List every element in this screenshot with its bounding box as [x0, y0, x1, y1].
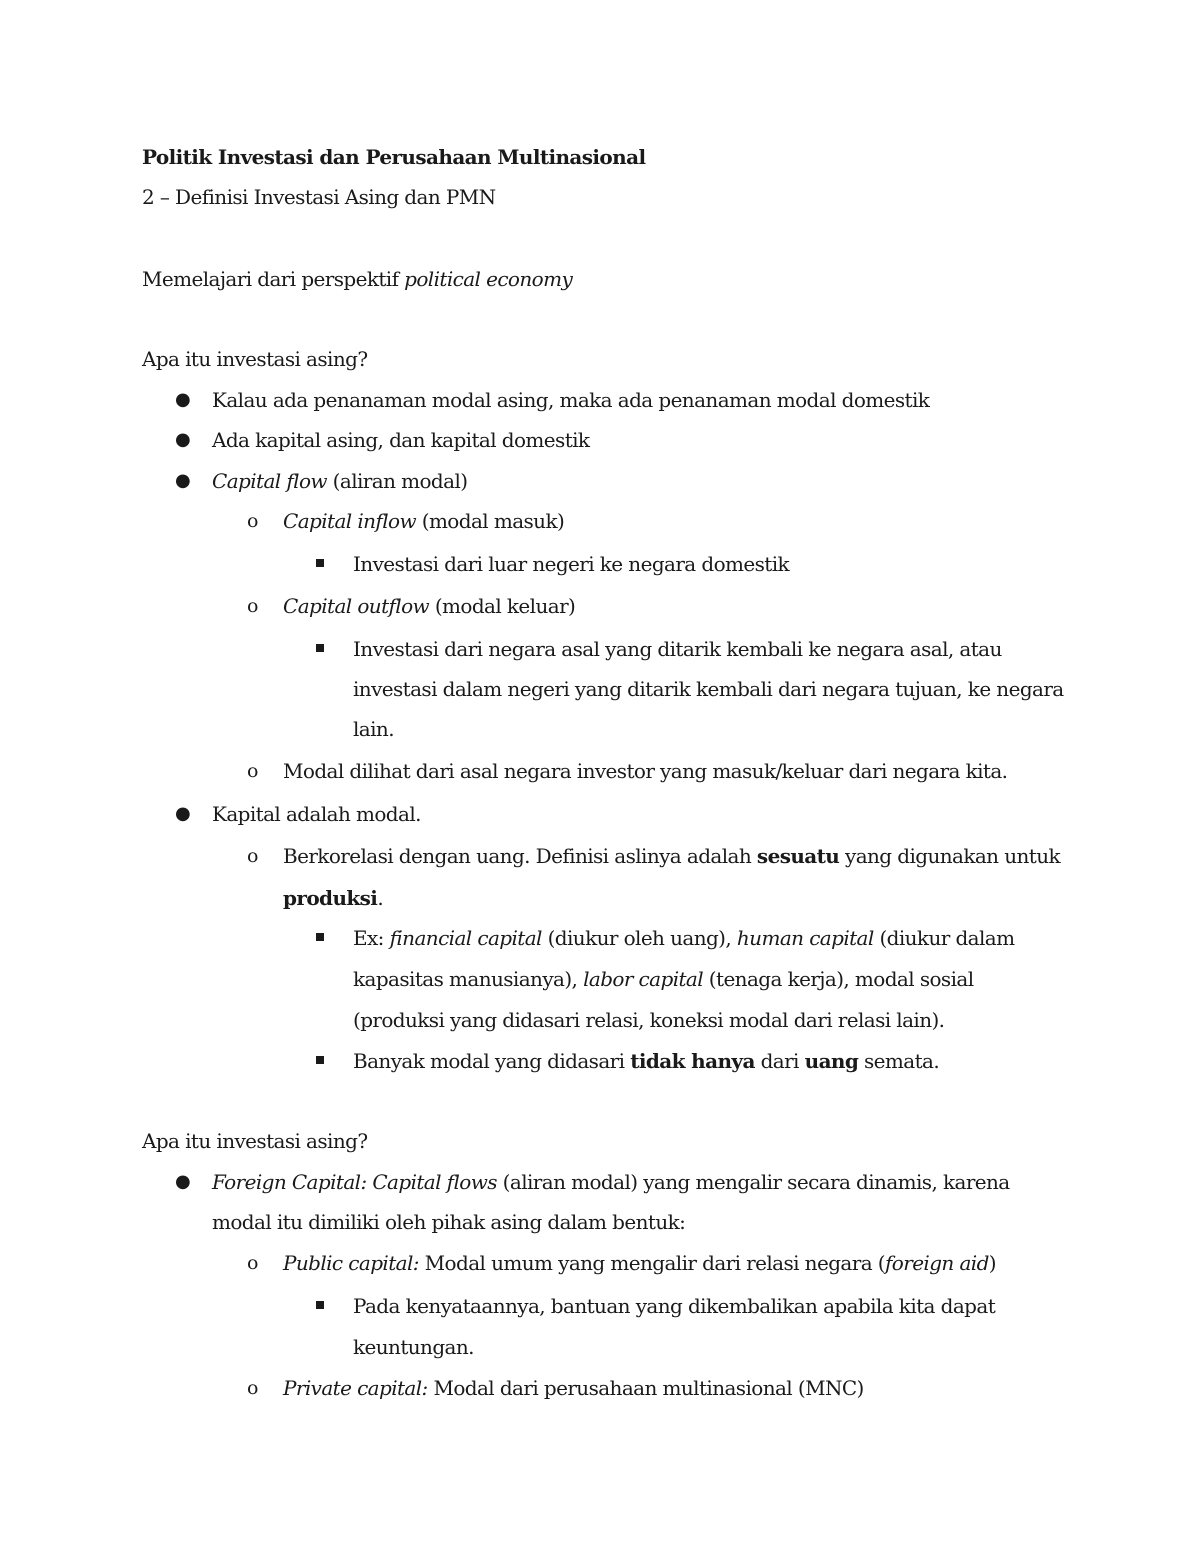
list-item-text: (modal masuk) — [415, 509, 565, 533]
list-item-text: Modal dari perusahaan multinasional (MNC) — [427, 1376, 864, 1400]
list-item-text: kapasitas manusianya), — [353, 967, 584, 991]
list-item — [283, 1375, 864, 1401]
list-item: Ada kapital asing, dan kapital domestik — [212, 428, 590, 452]
bold-term: produksi — [283, 886, 378, 910]
list-item — [283, 593, 575, 619]
list-item — [353, 1048, 939, 1074]
list-item: Investasi dari luar negeri ke negara domestik — [353, 552, 790, 576]
list-item-text: Modal umum yang mengalir dari relasi negara ( — [418, 1251, 885, 1275]
circle-marker: o — [247, 1377, 259, 1399]
list-item-line — [353, 966, 974, 992]
bold-term: sesuatu — [756, 844, 840, 868]
list-item-text: dari — [754, 1049, 805, 1073]
list-item-text: . — [377, 886, 384, 910]
document-subtitle: 2 – Definisi Investasi Asing dan PMN — [142, 185, 496, 209]
bullet-marker: ● — [175, 803, 191, 824]
term: Capital inflow — [283, 509, 416, 533]
circle-marker: o — [247, 510, 259, 532]
list-item — [283, 843, 1060, 869]
square-marker — [316, 1301, 324, 1309]
list-item: Kalau ada penanaman modal asing, maka ada penanaman modal domestik — [212, 388, 930, 412]
perspective-term: political economy — [404, 267, 573, 291]
list-item: Modal dilihat dari asal negara investor yang masuk/keluar dari negara kita. — [283, 759, 1008, 783]
list-item-line — [283, 885, 383, 911]
list-item-text: (aliran modal) yang mengalir secara dinamis, karena — [496, 1170, 1010, 1194]
term: foreign aid — [884, 1251, 989, 1275]
bullet-marker: ● — [175, 470, 191, 491]
perspective-line — [142, 266, 572, 292]
list-item — [283, 508, 564, 534]
circle-marker: o — [247, 845, 259, 867]
list-item — [353, 925, 1014, 951]
list-item-line: investasi dalam negeri yang ditarik kembali dari negara tujuan, ke negara — [353, 677, 1064, 701]
list-item-text: (diukur oleh uang), — [541, 926, 737, 950]
list-item-line: (produksi yang didasari relasi, koneksi modal dari relasi lain). — [353, 1008, 945, 1032]
list-item-line: Pada kenyataannya, bantuan yang dikembalikan apabila kita dapat — [353, 1294, 996, 1318]
term: Foreign Capital: Capital flows — [212, 1170, 497, 1194]
list-item-text: Berkorelasi dengan uang. Definisi aslinya adalah — [283, 844, 757, 868]
term: Public capital: — [283, 1251, 419, 1275]
list-item-text: ) — [988, 1251, 996, 1275]
bullet-marker: ● — [175, 1171, 191, 1192]
bullet-marker: ● — [175, 429, 191, 450]
list-item-text: (modal keluar) — [429, 594, 576, 618]
list-item: Kapital adalah modal. — [212, 802, 421, 826]
list-item — [212, 1169, 1010, 1195]
document-title: Politik Investasi dan Perusahaan Multinasional — [142, 145, 646, 169]
list-item-line: modal itu dimiliki oleh pihak asing dalam bentuk: — [212, 1210, 686, 1234]
list-item-line: Investasi dari negara asal yang ditarik kembali ke negara asal, atau — [353, 637, 1002, 661]
term: Capital outflow — [283, 594, 430, 618]
term: financial capital — [389, 926, 542, 950]
bold-term: tidak hanya — [630, 1049, 755, 1073]
list-item — [212, 468, 467, 494]
square-marker — [316, 559, 324, 567]
square-marker — [316, 933, 324, 941]
circle-marker: o — [247, 1252, 259, 1274]
perspective-text: Memelajari dari perspektif — [142, 267, 405, 291]
square-marker — [316, 644, 324, 652]
term: Capital flow — [212, 469, 327, 493]
circle-marker: o — [247, 595, 259, 617]
term: human capital — [736, 926, 874, 950]
circle-marker: o — [247, 760, 259, 782]
list-item-line: lain. — [353, 717, 394, 741]
question-heading-2: Apa itu investasi asing? — [142, 1129, 368, 1153]
bold-term: uang — [804, 1049, 859, 1073]
list-item-text: (diukur dalam — [873, 926, 1015, 950]
list-item-line: keuntungan. — [353, 1335, 474, 1359]
list-item-text: (aliran modal) — [326, 469, 468, 493]
question-heading-1: Apa itu investasi asing? — [142, 347, 368, 371]
list-item-text: (tenaga kerja), modal sosial — [703, 967, 974, 991]
square-marker — [316, 1056, 324, 1064]
term: labor capital — [583, 967, 704, 991]
list-item-text: semata. — [858, 1049, 940, 1073]
term: Private capital: — [283, 1376, 428, 1400]
list-item — [283, 1250, 996, 1276]
bullet-marker: ● — [175, 389, 191, 410]
list-item-text: Ex: — [353, 926, 390, 950]
list-item-text: Banyak modal yang didasari — [353, 1049, 631, 1073]
list-item-text: yang digunakan untuk — [839, 844, 1061, 868]
